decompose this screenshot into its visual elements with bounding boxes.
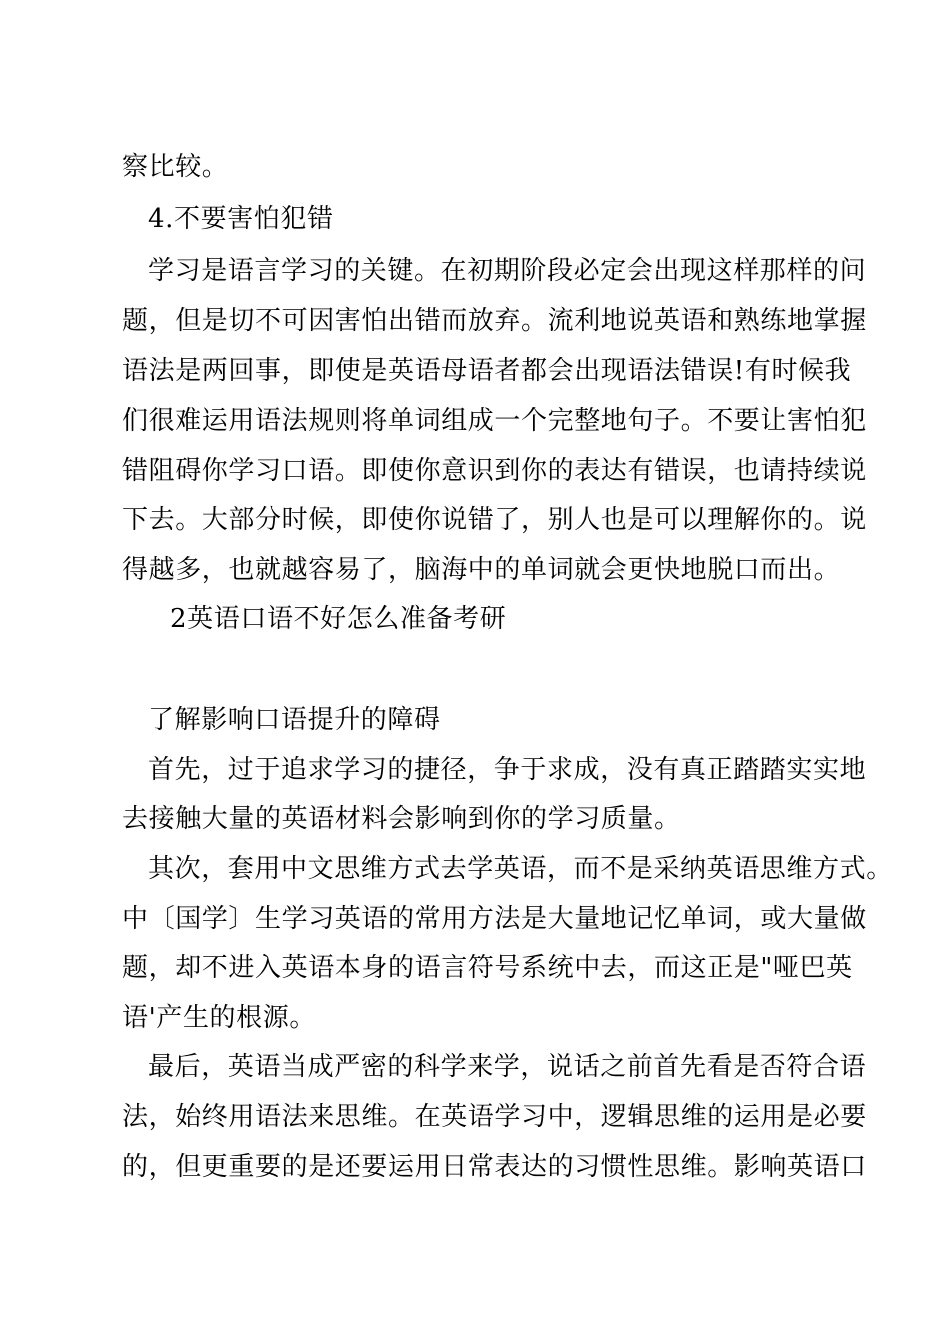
paragraph-line: 其次，套用中文思维方式去学英语，而不是采纳英语思维方式。: [148, 854, 893, 884]
paragraph-line: 的，但更重要的是还要运用日常表达的习惯性思维。影响英语口: [122, 1152, 867, 1182]
paragraph-line: 语'产生的根源。: [122, 1003, 316, 1033]
section-heading: 2英语口语不好怎么准备考研: [170, 604, 507, 634]
paragraph-line: 错阻碍你学习口语。即使你意识到你的表达有错误，也请持续说: [122, 456, 867, 486]
paragraph-line: 题，但是切不可因害怕出错而放弃。流利地说英语和熟练地掌握: [122, 306, 867, 336]
paragraph-line: 最后，英语当成严密的科学来学，说话之前首先看是否符合语: [148, 1052, 867, 1082]
section-heading: 4.不要害怕犯错: [148, 204, 334, 234]
paragraph-line: 去接触大量的英语材料会影响到你的学习质量。: [122, 804, 681, 834]
paragraph-line: 学习是语言学习的关键。在初期阶段必定会出现这样那样的问: [148, 256, 867, 286]
paragraph-line: 中〔国学〕生学习英语的常用方法是大量地记忆单词，或大量做: [122, 904, 867, 934]
paragraph-line: 们很难运用语法规则将单词组成一个完整地句子。不要让害怕犯: [122, 406, 867, 436]
paragraph-line: 题，却不进入英语本身的语言符号系统中去，而这正是"哑巴英: [122, 953, 853, 983]
paragraph-line: 得越多，也就越容易了，脑海中的单词就会更快地脱口而出。: [122, 555, 841, 585]
paragraph-line: 下去。大部分时候，即使你说错了，别人也是可以理解你的。说: [122, 505, 867, 535]
paragraph-line: 察比较。: [122, 152, 229, 182]
paragraph-line: 法，始终用语法来思维。在英语学习中，逻辑思维的运用是必要: [122, 1102, 867, 1132]
section-heading: 了解影响口语提升的障碍: [148, 705, 441, 735]
paragraph-line: 语法是两回事，即使是英语母语者都会出现语法错误!有时候我: [122, 356, 852, 386]
paragraph-line: 首先，过于追求学习的捷径，争于求成，没有真正踏踏实实地: [148, 755, 867, 785]
